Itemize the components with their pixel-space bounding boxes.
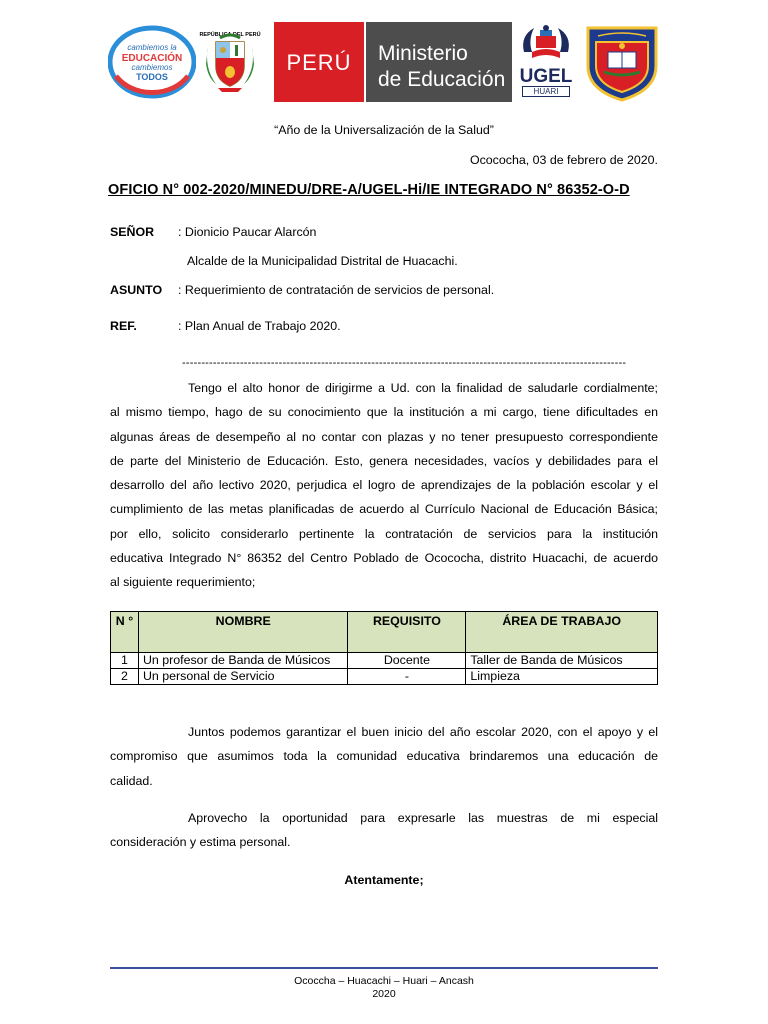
school-crest-icon [584, 22, 660, 102]
body-line: desarrollo del año lectivo 2020, perjudica el logro de aprendizajes de la población escolar y el [110, 478, 658, 493]
ugel-label: UGEL [519, 66, 573, 87]
header-requisito: REQUISITO [348, 612, 466, 653]
cell-n: 1 [111, 653, 139, 669]
body-line: Juntos podemos garantizar el buen inicio del año escolar 2020, con el apoyo y el [188, 725, 658, 739]
body-line: educativa Integrado N° 86352 del Centro Poblado de Ocococha, distrito Huacachi, de acuerdo [110, 551, 658, 566]
header-area: ÁREA DE TRABAJO [466, 612, 658, 653]
asunto-label: ASUNTO [110, 283, 163, 297]
senor-label: SEÑOR [110, 225, 155, 239]
body-line: por ello, solicito considerarlo pertinente la contratación de servicios para la institución [110, 526, 658, 541]
ref-label: REF. [110, 319, 137, 333]
ugel-emblem-icon [514, 22, 578, 66]
closing-salutation: Atentamente; [344, 873, 424, 887]
body-line: algunas áreas de desempeño al no contar con plazas y no tener presupuesto correspondiente [110, 429, 658, 444]
cell-area: Taller de Banda de Músicos [466, 653, 658, 669]
cambiemos-line-2: EDUCACIÓN [121, 53, 183, 64]
peru-label: PERÚ [286, 50, 352, 75]
cambiemos-line-3: cambiemos [131, 63, 173, 72]
body-paragraph-2 [110, 720, 658, 793]
body-line: al siguiente requerimiento; [110, 575, 256, 590]
ugel-huari-label: HUARI [522, 86, 570, 97]
header-n: N ° [111, 612, 139, 653]
body-line: calidad. [110, 773, 153, 788]
senor-value: : Dionicio Paucar Alarcón [178, 225, 317, 239]
year-motto: “Año de la Universalización de la Salud” [274, 123, 494, 137]
footer-year: 2020 [372, 988, 396, 1000]
requirements-table [110, 611, 658, 685]
footer-divider [110, 967, 658, 969]
body-line: compromiso que asumimos toda la comunidad educativa brindaremos una educación de [110, 749, 658, 764]
header-nombre: NOMBRE [138, 612, 348, 653]
ministerio-line-2: de Educación [378, 68, 506, 91]
asunto-value: : Requerimiento de contratación de servicios de personal. [178, 283, 495, 297]
cell-n: 2 [111, 669, 139, 685]
table-row [111, 669, 658, 685]
body-line: de parte del Ministerio de Educación. Esto, genera necesidades, vacíos y debilidades para el [110, 453, 658, 468]
escudo-caption: REPÚBLICA DEL PERÚ [199, 32, 261, 38]
body-paragraph-3 [110, 806, 658, 855]
body-paragraph-1 [110, 376, 658, 595]
letterhead [108, 22, 660, 102]
document-date: Ocococha, 03 de febrero de 2020. [469, 153, 658, 167]
cell-requisito: Docente [348, 653, 466, 669]
cell-area: Limpieza [466, 669, 658, 685]
cell-nombre: Un profesor de Banda de Músicos [138, 653, 348, 669]
oficio-reference: OFICIO N° 002-2020/MINEDU/DRE-A/UGEL-Hi/IE INTEGRADO N° 86352-O-D [108, 182, 630, 198]
peru-coat-of-arms-icon [198, 28, 262, 96]
peru-brand-band [274, 22, 364, 102]
cambiemos-line-4: TODOS [136, 72, 168, 82]
ministerio-line-1: Ministerio [378, 42, 468, 65]
separator-line: ------------------------------------------------------------------------------------------------------------------- [182, 357, 627, 369]
ugel-huari-logo [514, 22, 578, 102]
cell-nombre: Un personal de Servicio [138, 669, 348, 685]
body-line: al mismo tiempo, hago de su conocimiento que la institución a mi cargo, tiene dificultades en [110, 405, 658, 420]
body-line: cumplimiento de las metas planificadas de acuerdo al Currículo Nacional de Educación Básica; [110, 502, 658, 517]
cambiemos-line-1: cambiemos la [127, 43, 177, 52]
table-row [111, 653, 658, 669]
footer-address: Ococcha – Huacachi – Huari – Ancash [294, 975, 474, 987]
cambiemos-la-educacion-logo [108, 24, 196, 100]
ref-value: : Plan Anual de Trabajo 2020. [178, 319, 341, 333]
body-line: Aprovecho la oportunidad para expresarle las muestras de mi especial [188, 811, 658, 825]
body-line: Tengo el alto honor de dirigirme a Ud. con la finalidad de saludarle cordialmente; [188, 381, 658, 395]
table-header-row [111, 612, 658, 653]
cell-requisito: - [348, 669, 466, 685]
ministerio-brand-band [366, 22, 512, 102]
body-line: consideración y estima personal. [110, 835, 291, 850]
senor-title: Alcalde de la Municipalidad Distrital de Huacachi. [187, 254, 458, 268]
